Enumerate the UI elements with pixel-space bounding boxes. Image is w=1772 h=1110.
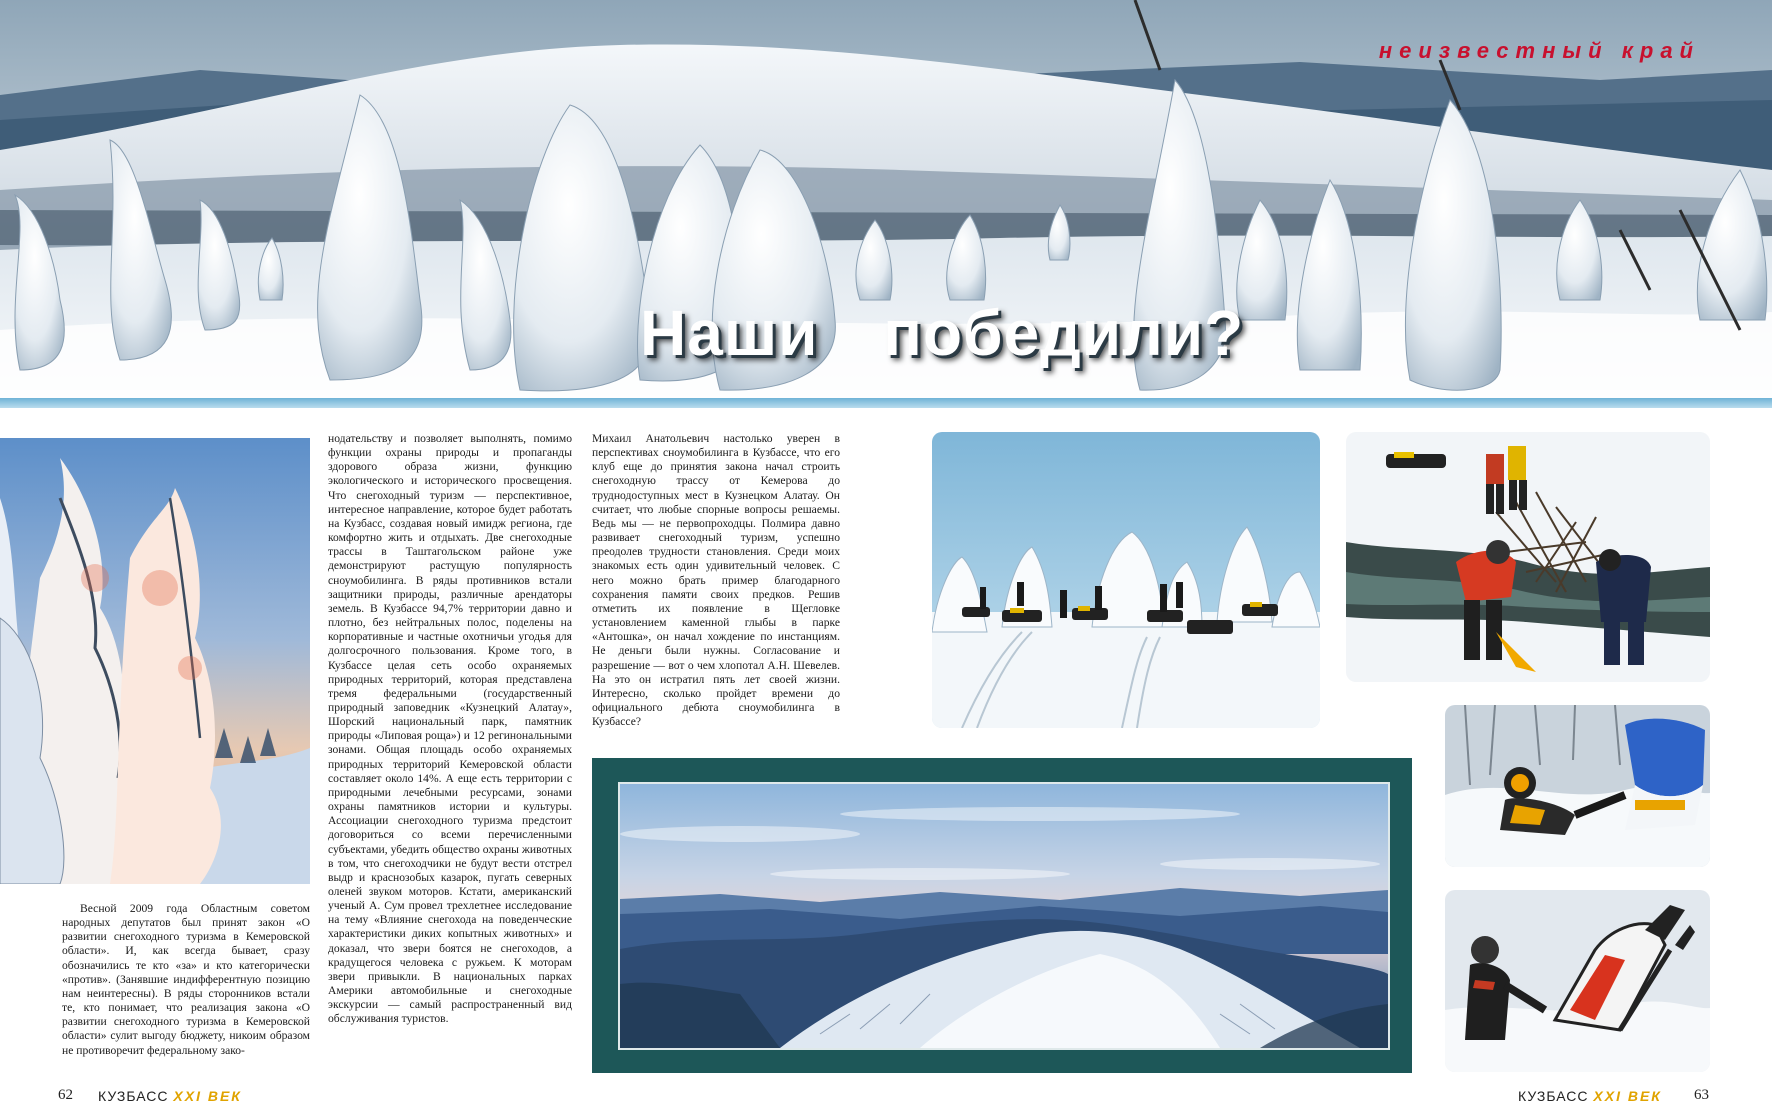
sled-upended-photo [1445, 890, 1710, 1072]
panorama-photo [618, 782, 1390, 1050]
magazine-name-right [1518, 1088, 1662, 1104]
magazine-suffix: XXI ВЕК [1593, 1088, 1662, 1104]
text-column-1: Весной 2009 года Областным советом народных депутатов был принят закон «О развитии снегоходного туризма в Кемеровской области». И, как всегда бывает, сразу обозначились те кто «за» и кто категорически «против». (Занявшие индифферентную позицию нам неинтересны). В ряды сторонников встали те, кто понимает, что реализация закона «О развитии снегоходного туризма в Кемеровской области» сулит выгоду бюджету, никоим образом не противоречит федеральному зако- [62, 902, 310, 1057]
magazine-suffix: XXI ВЕК [173, 1088, 242, 1104]
magazine-title: КУЗБАСС [98, 1088, 169, 1104]
page-number-right: 63 [1694, 1087, 1709, 1103]
text-column-3: Михаил Анатольевич настолько уверен в перспективах сноумобилинга в Кузбассе, что его клуб еще до принятия закона начал строить снегоходную трассу от Кемерова до труднодоступных мест в Кузнецком Алатау. Он считает, что любые спорные вопросы решаемы. Ведь мы — не первопроходцы. Полмира давно развивает снегоходный туризм, успешно преодолев трудности становления. Среди моих знакомых есть один удивительный человек. С него можно брать пример благодарного сохранения памяти своих предков. Решив отметить их появление в Щегловке установлением каменной глыбы в парке «Антошка», он начал хождение по инстанциям. Не деньги были нужны. Согласование и разрешение — вот о чем хлопотал А.Н. Шевелев. На это он истратил пять лет своей жизни. Интересно, сколько пройдет времени до официального дебюта сноумобилинга в Кузбассе? [592, 432, 840, 729]
text-column-2: нодательству и позволяет выполнять, помимо функции охраны природы и пропаганды здорового образа жизни, функцию экологического и исторического просвещения. Что снегоходный туризм — перспективное, интересное направление, которое будет работать на Кузбасс, создавая новый имидж региона, где комфортно жить и отдыхать. Две снегоходные трассы в Таштагольском районе уже демонстрируют растущую популярность сноумобилинга. В ряды противников встали защитники природы, различные арендаторы земель. В Кузбассе 94,7% территории давно и плотно, без нейтральных полос, поделены на корпоративные и частные охотничьи угодья для долгосрочного пользования. Кроме того, в Кузбассе целая сеть особо охраняемых природных территорий, которая представлена тремя федеральными (государственный природный заповедник «Кузнецкий Алатау», Шорский национальный парк, памятник природы «Липовая роща») и 12 регинональными зонами. Общая площадь особо охраняемых природных территорий Кемеровской области составляет около 14%. А еще есть территории с природными лечебными ресурсами, зонами охраны памятников истории и культуры. Ассоциации снегоходного туризма предстоит договориться со всеми перечисленными субъектами, убедить общество охраны животных в том, что снегоходчики не будут вести отстрел выдр и краснозобых казарок, пугать северных оленей звуком моторов. Кстати, американский ученый А. Сум провел трехлетнее исследование на тему «Влияние снегохода на поведенческие характеристики диких копытных животных» и доказал, что звери боятся не снегоходов, а крадущегося человека с ружьем. К моторам звери привыкли. В национальных парках Америки автомобильные и снегоходные экскурсии — самый распространенный вид обслуживания туристов. [328, 432, 572, 1026]
page-number-left: 62 [58, 1087, 73, 1103]
snowmobiles-photo [932, 432, 1320, 728]
section-rubric: неизвестный край [1378, 38, 1700, 63]
clearing-photo [1346, 432, 1710, 682]
rider-stuck-photo [1445, 705, 1710, 867]
left-forest-photo [0, 438, 310, 884]
page-title: Наши победили? [640, 297, 1245, 369]
banner-divider [0, 398, 1772, 408]
magazine-name-left [98, 1088, 242, 1104]
magazine-title: КУЗБАСС [1518, 1088, 1589, 1104]
